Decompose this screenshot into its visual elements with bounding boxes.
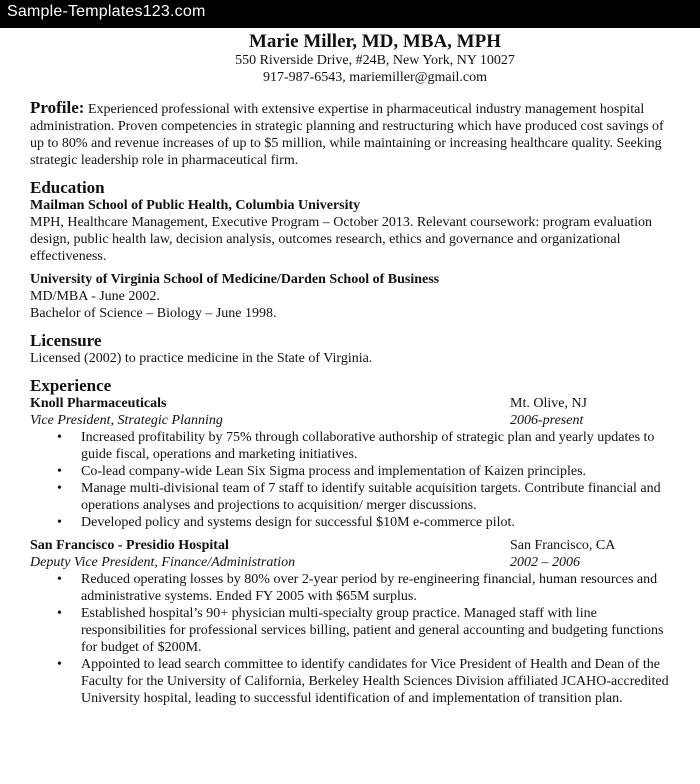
watermark-bar <box>0 0 700 28</box>
candidate-name: Marie Miller, MD, MBA, MPH <box>248 31 502 52</box>
phone-email-line: 917-987-6543, mariemiller@gmail.com <box>262 70 487 85</box>
employer-name: Knoll Pharmaceuticals <box>30 396 167 411</box>
job-bullets <box>30 429 680 531</box>
list-item: • Developed policy and systems design for successful $10M e-commerce pilot. <box>81 514 680 531</box>
employer-name: San Francisco - Presidio Hospital <box>30 538 229 553</box>
address-line: 550 Riverside Drive, #24B, New York, NY 10027 <box>235 53 515 68</box>
education-entry <box>30 271 680 322</box>
experience-heading: Experience <box>30 376 112 395</box>
list-item: • Increased profitability by 75% through collaborative authorship of strategic plan and yearly updates to guide fiscal, operations and marketing initiatives. <box>81 429 680 463</box>
job-bullets <box>30 571 680 707</box>
job-entry <box>30 537 680 707</box>
education-heading: Education <box>30 178 105 197</box>
list-item: • Co-lead company-wide Lean Six Sigma process and implementation of Kaizen principles. <box>81 463 680 480</box>
list-item: • Established hospital’s 90+ physician multi-specialty group practice. Managed staff with line responsibilities for professional services billing, patient and general accounting and budgeting functions for budget of $200M. <box>81 605 680 656</box>
profile-section <box>30 98 680 169</box>
resume-page <box>30 28 680 707</box>
job-dates: 2002 – 2006 <box>510 555 580 570</box>
job-dates: 2006-present <box>510 413 584 428</box>
job-role: Deputy Vice President, Finance/Administration <box>30 555 296 570</box>
degree-detail: MD/MBA - June 2002. <box>30 289 160 304</box>
degree-detail: MPH, Healthcare Management, Executive Program – October 2013. Relevant coursework: program evaluation design, public health law, decision analysis, outcomes research, ethics and governance and organizational effectiveness. <box>30 215 653 264</box>
watermark-text: Sample-Templates123.com <box>7 3 206 20</box>
degree-detail: Bachelor of Science – Biology – June 1998. <box>30 306 277 321</box>
list-item: • Appointed to lead search committee to identify candidates for Vice President of Health and Dean of the Faculty for the University of California, Berkeley Health Sciences Division affiliated JCAHO-accredited University hospital, leading to successful identification of and implementation of transition plan. <box>81 656 680 707</box>
list-item: • Manage multi-divisional team of 7 staff to identify suitable acquisition targets. Contribute financial and operations analyses and projections to acquisition/ merger discussions. <box>81 480 680 514</box>
resume-header <box>120 31 630 86</box>
job-role: Vice President, Strategic Planning <box>30 413 223 428</box>
list-item: • Reduced operating losses by 80% over 2-year period by re-engineering financial, human resources and administrative systems. Ended FY 2005 with $65M surplus. <box>81 571 680 605</box>
job-location: Mt. Olive, NJ <box>510 396 587 411</box>
job-location: San Francisco, CA <box>510 538 616 553</box>
job-entry <box>30 395 680 531</box>
school-name: University of Virginia School of Medicine/Darden School of Business <box>30 272 440 287</box>
education-entry <box>30 197 680 265</box>
profile-heading: Profile: <box>30 98 85 117</box>
profile-text: Experienced professional with extensive expertise in pharmaceutical industry management hospital administration. Proven competencies in strategic planning and restructuring which have produced cost savings of up to 80% and revenue increases of up to $5 million, while maintaining or increasing healthcare quality. Seeking strategic leadership role in pharmaceutical firm. <box>30 102 664 168</box>
licensure-text: Licensed (2002) to practice medicine in the State of Virginia. <box>30 351 373 366</box>
school-name: Mailman School of Public Health, Columbia University <box>30 198 361 213</box>
licensure-heading: Licensure <box>30 331 102 350</box>
